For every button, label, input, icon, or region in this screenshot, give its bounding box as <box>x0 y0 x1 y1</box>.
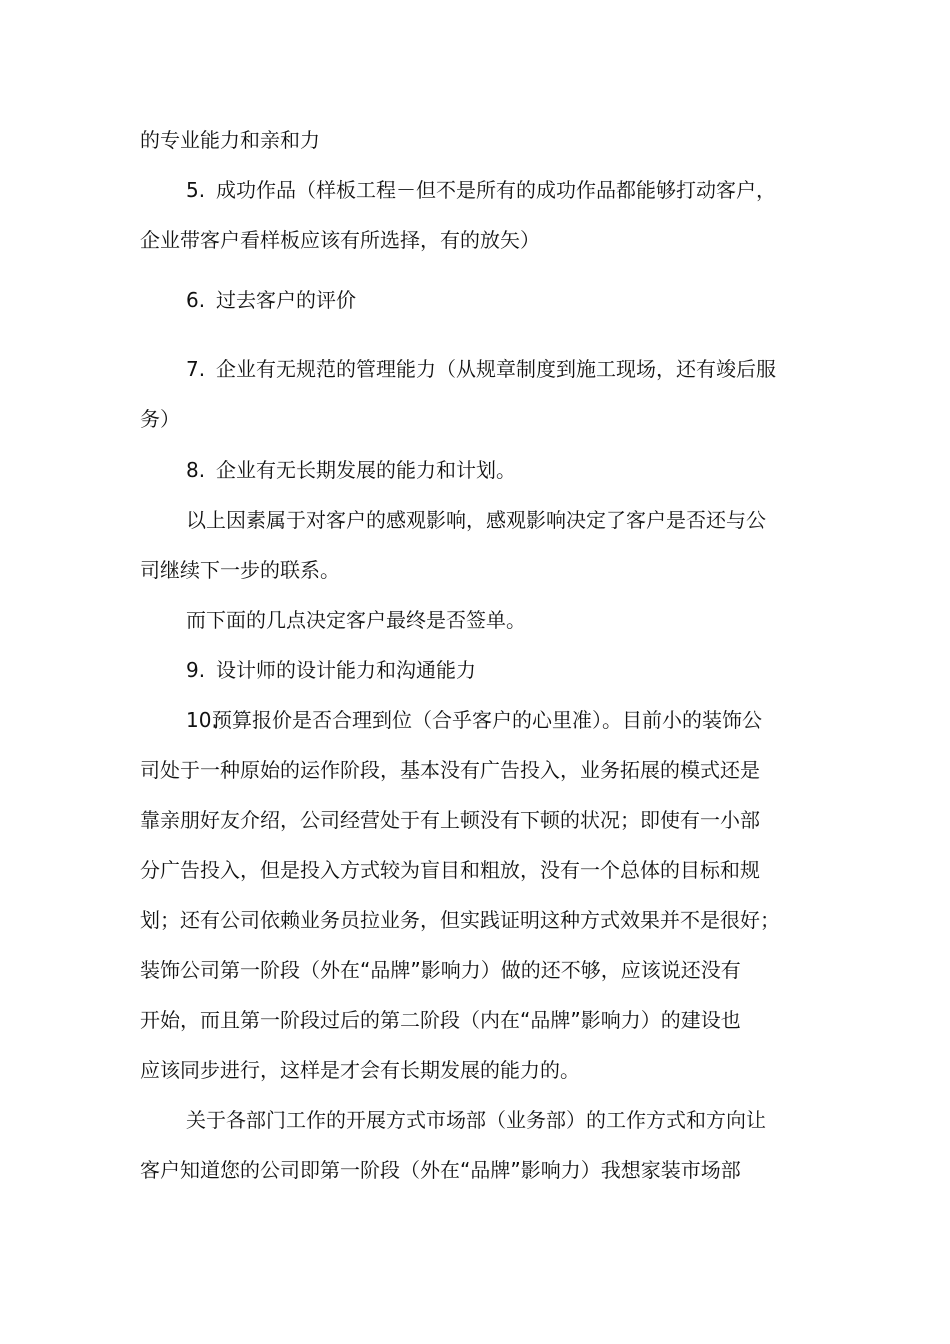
text-line: 划；还有公司依赖业务员拉业务，但实践证明这种方式效果并不是很好； <box>140 908 780 932</box>
text-line: 务） <box>140 407 180 431</box>
text-line: 司处于一种原始的运作阶段，基本没有广告投入，业务拓展的模式还是 <box>140 758 760 782</box>
list-item-10 <box>186 706 886 734</box>
text-line: 靠亲朋好友介绍，公司经营处于有上顿没有下顿的状况；即使有一小部 <box>140 808 760 832</box>
text-line: 企业带客户看样板应该有所选择，有的放矢） <box>140 228 540 252</box>
list-number: 5. <box>186 178 206 202</box>
text-line: 开始，而且第一阶段过后的第二阶段（内在“品牌”影响力）的建设也 <box>140 1008 741 1032</box>
text-line: 的专业能力和亲和力 <box>140 128 320 152</box>
list-number: 10. <box>186 708 218 732</box>
list-number: 8. <box>186 458 206 482</box>
paragraph-line: 而下面的几点决定客户最终是否签单。 <box>186 608 526 632</box>
list-item-text: 成功作品（样板工程－但不是所有的成功作品都能够打动客户， <box>216 178 776 202</box>
list-item-7 <box>186 355 886 383</box>
list-number: 6. <box>186 288 206 312</box>
text-line: 司继续下一步的联系。 <box>140 558 340 582</box>
list-number: 7. <box>186 357 206 381</box>
text-line: 分广告投入，但是投入方式较为盲目和粗放，没有一个总体的目标和规 <box>140 858 760 882</box>
list-item-6 <box>186 286 886 314</box>
list-item-text: 企业有无长期发展的能力和计划。 <box>216 458 516 482</box>
text-line: 应该同步进行，这样是才会有长期发展的能力的。 <box>140 1058 580 1082</box>
paragraph-line: 关于各部门工作的开展方式市场部（业务部）的工作方式和方向让 <box>186 1108 766 1132</box>
list-item-text: 企业有无规范的管理能力（从规章制度到施工现场，还有竣后服 <box>216 357 776 381</box>
text-line: 客户知道您的公司即第一阶段（外在“品牌”影响力）我想家装市场部 <box>140 1158 741 1182</box>
list-item-8 <box>186 456 886 484</box>
text-line: 装饰公司第一阶段（外在“品牌”影响力）做的还不够，应该说还没有 <box>140 958 741 982</box>
paragraph-line: 以上因素属于对客户的感观影响，感观影响决定了客户是否还与公 <box>186 508 766 532</box>
list-item-9 <box>186 656 886 684</box>
list-item-5 <box>186 176 886 204</box>
list-item-text: 预算报价是否合理到位（合乎客户的心里准）。目前小的装饰公 <box>212 708 762 732</box>
list-item-text: 设计师的设计能力和沟通能力 <box>216 658 476 682</box>
list-number: 9. <box>186 658 206 682</box>
list-item-text: 过去客户的评价 <box>216 288 356 312</box>
